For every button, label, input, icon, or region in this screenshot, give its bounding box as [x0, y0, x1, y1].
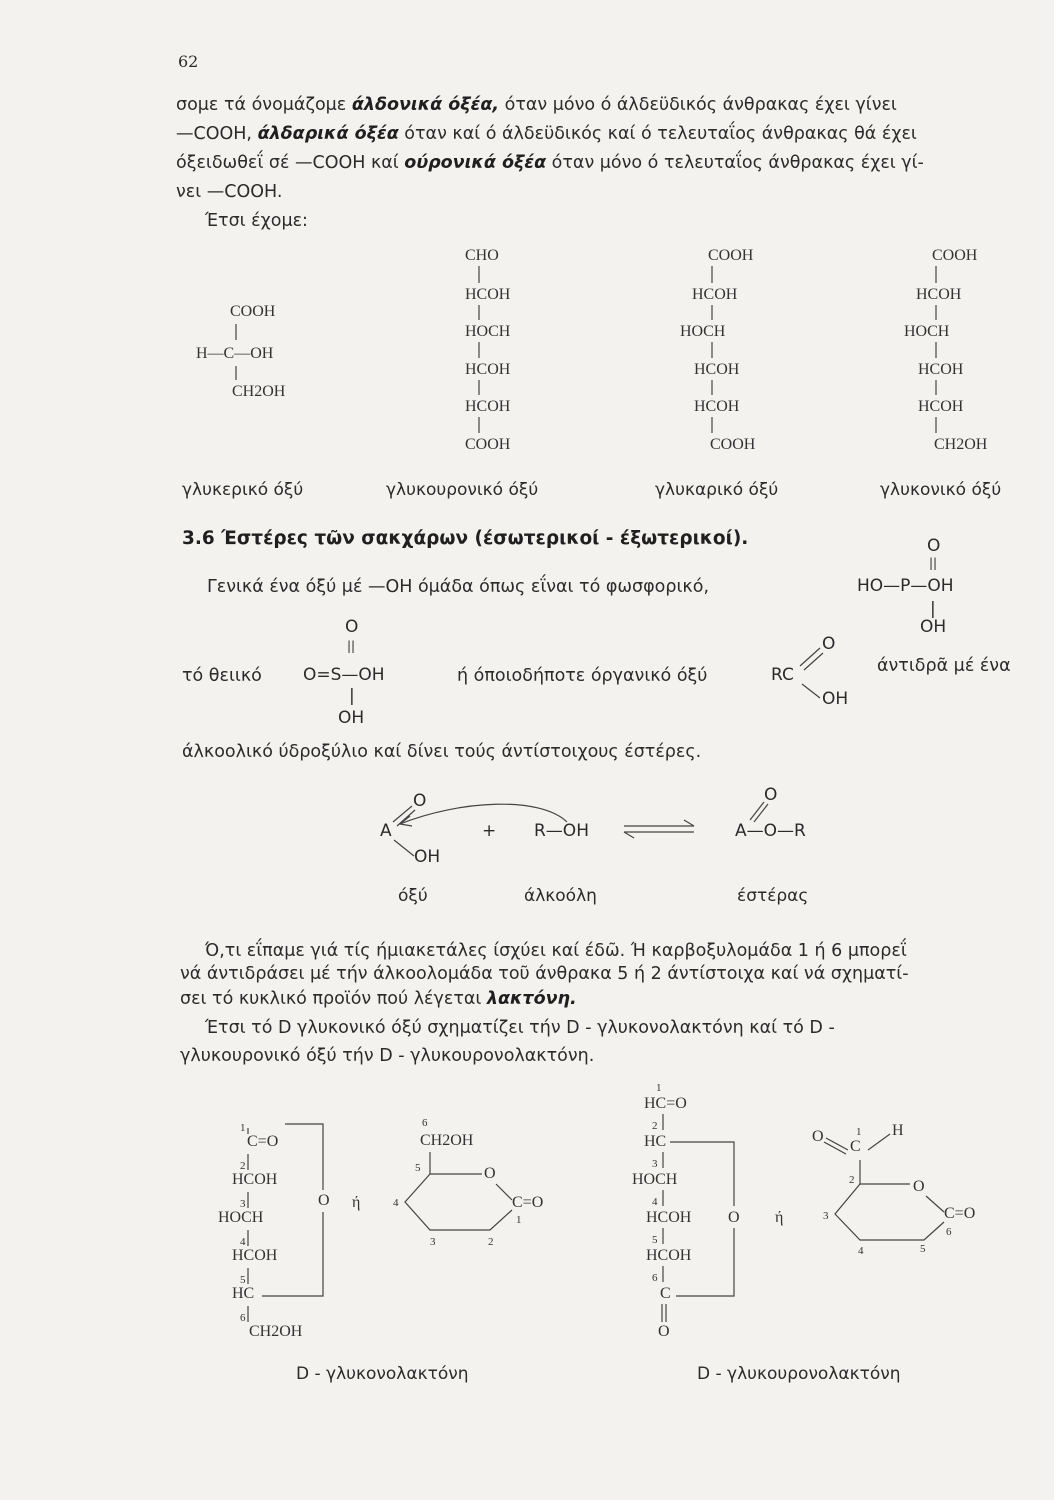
lactone-line-5: γλυκουρονικό όξύ τήν D - γλυκουρονολακτόνη. — [180, 1046, 595, 1066]
ring-carbonyl: C=O — [944, 1205, 976, 1222]
or-word: ή — [352, 1194, 361, 1211]
ring-number: 4 — [393, 1197, 399, 1209]
intro-line-3 — [176, 152, 924, 175]
formula-row: HOCH — [904, 323, 950, 340]
label-glyceric-acid: γλυκερικό όξύ — [182, 480, 304, 500]
term-uronic-acids: ούρονικά όξέα — [404, 153, 547, 173]
formula-atom: OH — [338, 708, 365, 728]
label-gluconic-acid: γλυκονικό όξύ — [880, 480, 1002, 500]
formula-row: HCOH — [918, 361, 964, 378]
formula-atom: O — [822, 634, 836, 654]
term-lactone: λακτόνη. — [486, 989, 577, 1009]
ring-number: 4 — [858, 1245, 864, 1257]
ring-number: 1 — [516, 1214, 522, 1226]
ring-c1: C — [850, 1138, 861, 1155]
ring-number: 3 — [823, 1210, 829, 1222]
term-aldaric-acids: άλδαρικά όξέα — [257, 124, 399, 144]
formula-row: HOCH — [632, 1171, 678, 1188]
carbon-number: 5 — [652, 1234, 658, 1246]
ring-number: 6 — [946, 1226, 952, 1238]
formula-bond: || — [347, 639, 356, 653]
reaction-acid-o: O — [413, 791, 427, 811]
formula-row: HCOH — [646, 1247, 692, 1264]
formula-row: HCOH — [692, 286, 738, 303]
esters-line-2a: τό θειικό — [182, 666, 262, 686]
formula-atom: OH — [822, 689, 849, 709]
formula-row: HCOH — [916, 286, 962, 303]
ring-oxygen: O — [728, 1209, 740, 1226]
reaction-ester: A—O—R — [735, 821, 806, 841]
lactone-line-2: νά άντιδράσει μέ τήν άλκοολομάδα τοῦ άνθρακα 5 ή 2 άντίστοιχα καί νά σχηματί- — [180, 964, 909, 984]
formula-row: HC — [644, 1133, 667, 1150]
formula-row: HCOH — [232, 1247, 278, 1264]
ring-lines — [0, 0, 1, 1]
intro-line-2 — [176, 123, 917, 146]
formula-row: HCOH — [465, 361, 511, 378]
formula-row: O=S—OH — [303, 665, 385, 685]
formula-row: HCOH — [465, 286, 511, 303]
formula-row: COOH — [708, 247, 754, 264]
formula-row: HOCH — [680, 323, 726, 340]
formula-bond: | — [930, 599, 936, 619]
label-glucuronic-acid: γλυκουρονικό όξύ — [386, 480, 539, 500]
formula-atom: RC — [771, 665, 794, 685]
esters-line-2c: άντιδρᾶ μέ ένα — [877, 656, 1011, 676]
formula-row: HCOH — [918, 398, 964, 415]
formula-row: H—C—OH — [196, 345, 274, 362]
or-word: ή — [775, 1209, 784, 1226]
formula-bond: | — [349, 686, 355, 706]
formula-row: C=O — [247, 1133, 279, 1150]
carbon-number: 1 — [240, 1122, 246, 1134]
ring-oxygen: O — [484, 1165, 496, 1182]
page-number: 62 — [178, 52, 199, 71]
label-alcohol: άλκοόλη — [524, 886, 597, 906]
formula-row: HCOH — [694, 398, 740, 415]
carbon-number: 2 — [652, 1120, 658, 1132]
carbon-number: 1 — [656, 1082, 662, 1094]
carbon-number: 2 — [240, 1160, 246, 1172]
esters-line-1: Γενικά ένα όξύ μέ —OH όμάδα όπως εΐναι τό φωσφορικό, — [207, 577, 710, 597]
reaction-ester-o: O — [764, 785, 778, 805]
intro-line-1 — [176, 94, 897, 117]
label-ester: έστέρας — [737, 886, 809, 906]
formula-row: CH2OH — [934, 436, 988, 453]
intro-line-5: Έτσι έχομε: — [205, 211, 308, 231]
formula-row: O — [658, 1323, 670, 1340]
formula-atom: O — [927, 536, 941, 556]
formula-row: CH2OH — [232, 383, 286, 400]
ring-c6: CH2OH — [420, 1132, 474, 1149]
ring-number: 5 — [415, 1162, 421, 1174]
text: σει τό κυκλικό προϊόν πού λέγεται — [180, 989, 487, 1009]
reaction-alcohol: R—OH — [534, 821, 589, 841]
text: σομε τά όνομάζομε — [176, 95, 352, 115]
formula-row: COOH — [710, 436, 756, 453]
carbon-number: 6 — [240, 1312, 246, 1324]
ring-number: 2 — [488, 1236, 494, 1248]
lactone-line-4: Έτσι τό D γλυκονικό όξύ σχηματίζει τήν D - γλυκονολακτόνη καί τό D - — [205, 1018, 835, 1038]
formula-row: HOCH — [465, 323, 511, 340]
carbon-number: 4 — [652, 1196, 658, 1208]
formula-row: COOH — [932, 247, 978, 264]
lactone-line-1: Ό,τι εΐπαμε γιά τίς ήμιακετάλες ίσχύει καί έδῶ. Ή καρβοξυλομάδα 1 ή 6 μπορεΐ — [205, 941, 907, 961]
carbon-number: 4 — [240, 1236, 246, 1248]
formula-row: HCOH — [232, 1171, 278, 1188]
ring-number: 2 — [849, 1174, 855, 1186]
reaction-acid-oh: OH — [414, 847, 441, 867]
ring-h: H — [892, 1122, 904, 1139]
carbon-number: 3 — [652, 1158, 658, 1170]
lactone-line-3 — [180, 988, 577, 1011]
formula-atom: O — [345, 617, 359, 637]
ring-number: 6 — [422, 1117, 428, 1129]
formula-row: COOH — [465, 436, 511, 453]
text: όταν μόνο ό τελευταΐος άνθρακας έχει γί- — [546, 153, 924, 173]
reaction-plus: + — [482, 821, 497, 841]
formula-row: HCOH — [694, 361, 740, 378]
carbon-number: 3 — [240, 1198, 246, 1210]
ring-oxygen: O — [913, 1178, 925, 1195]
formula-row: HC — [232, 1285, 255, 1302]
formula-row: HOCH — [218, 1209, 264, 1226]
text: όταν καί ό άλδεϋδικός καί ό τελευταΐος άνθρακας θά έχει — [398, 124, 917, 144]
term-aldonic-acids: άλδονικά όξέα, — [351, 95, 500, 115]
text: —COOH, — [176, 124, 258, 144]
ring-carbonyl: C=O — [512, 1194, 544, 1211]
formula-row: CHO — [465, 247, 499, 264]
section-heading: 3.6 Έστέρες τῶν σακχάρων (έσωτερικοί - έξωτερικοί). — [182, 528, 749, 549]
ring-number: 3 — [430, 1236, 436, 1248]
esters-line-2b: ή όποιοδήποτε όργανικό όξύ — [457, 666, 708, 686]
formula-row: COOH — [230, 303, 276, 320]
label-gluconolactone: D - γλυκονολακτόνη — [296, 1364, 469, 1384]
intro-line-4: νει —COOH. — [176, 182, 283, 202]
formula-row: HCOH — [465, 398, 511, 415]
ring-number: 1 — [856, 1126, 862, 1138]
carbon-number: 5 — [240, 1274, 246, 1286]
reaction-acid-a: A — [380, 821, 392, 841]
ring-oxygen: O — [318, 1192, 330, 1209]
esters-line-3: άλκοολικό ύδροξύλιο καί δίνει τούς άντίστοιχους έστέρες. — [182, 742, 702, 762]
ring-number: 5 — [920, 1243, 926, 1255]
formula-row: HC=O — [644, 1095, 687, 1112]
text: όταν μόνο ό άλδεϋδικός άνθρακας έχει γίνει — [499, 95, 897, 115]
formula-bond: || — [929, 556, 938, 570]
carbon-number: 6 — [652, 1272, 658, 1284]
formula-row: C — [660, 1285, 671, 1302]
label-glucaric-acid: γλυκαρικό όξύ — [655, 480, 779, 500]
label-acid: όξύ — [398, 886, 428, 906]
ring-aldehyde-o: O — [812, 1128, 824, 1145]
formula-row: CH2OH — [249, 1323, 303, 1340]
label-glucuronolactone: D - γλυκουρονολακτόνη — [697, 1364, 901, 1384]
formula-row: HCOH — [646, 1209, 692, 1226]
formula-atom: OH — [920, 617, 947, 637]
text: όξειδωθεΐ σέ —COOH καί — [176, 153, 405, 173]
formula-row: HO—P—OH — [857, 576, 954, 596]
